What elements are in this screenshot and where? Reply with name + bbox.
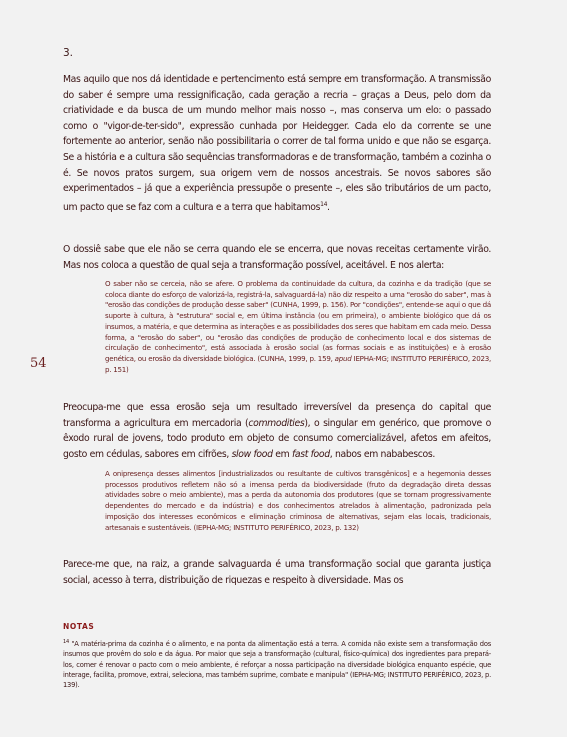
body-paragraph-2 <box>63 242 491 281</box>
paragraph-3 <box>63 400 491 462</box>
footnotes <box>63 637 491 690</box>
quote-2-text: A onipresença desses alimentos [industrializados ou resultante de cultivos transgênicos] e a hegemonia desses processos produtivos refletem não só a imensa perda da biodiversidade (fruto da degradação direta dessas atividades sobre o meio ambiente), mas a perda da autonomia dos produtores (que se tornam progressivamente dependentes do mercado e da indústria) e dos conhecimentos atrelados à alimentação, padronizada pela imposição dos interesses econômicos e eliminação criminosa de alternativas, sejam elas locais, tradicionais, artesanais e sustentáveis. (IEPHA-MG; INSTITUTO PERIFÉRICO, 2023, p. 132) <box>105 469 491 532</box>
paragraph-3-text-a: Preocupa-me que essa erosão seja um resultado irreversível da presença do capital que transforma a agricultura em mercadoria ( <box>63 402 491 429</box>
footnote-text: "A matéria-prima da cozinha é o alimento, e na ponta da alimentação está a terra. A comida não existe sem a transformação dos insumos que provêm do solo e da água. Por maior que seja a transformação (cultural, físico-química) dos ingredientes para prepará-los, comer é renovar o pacto com o meio ambiente, é reforçar a nossa participação na diversidade biológica enquanto espécie, que interage, facilita, promove, extrai, seleciona, mas também suprime, combate e manipula" (IEPHA-MG; INSTITUTO PERIFÉRICO, 2023, p. 139). <box>63 640 491 690</box>
footnote-marker[interactable]: 14 <box>320 200 328 208</box>
footnote-number: 14 <box>63 639 69 645</box>
paragraph-1-text: Mas aquilo que nos dá identidade e pertencimento está sempre em transformação. A transmissão do saber é sempre uma ressignificação, cada geração a recria – graças a Deus, pelo dom da criatividade e da busca de um mundo melhor mais nosso –, mas conserva um elo: o passado como o "vigor-de-ter-sido", expressão cunhada por Heidegger. Cada elo da corrente se une fortemente ao anterior, senão não possibilitaria o correr de tal forma unido e que não se esgarça. Se a história e a cultura são sequências transformadoras e de transformação, também a cozinha o é. Se novos pratos surgem, sua origem vem de nossos ancestrais. Se novos sabores são experimentados – já que a experiência pressupõe o presente –, eles são tributários de um pacto, um pacto que se faz com a cultura e a terra que habitamos <box>63 74 491 213</box>
section-number: 3. <box>63 47 74 59</box>
quote-1-text-a: O saber não se cerceia, não se afere. O problema da continuidade da cultura, da cozinha e da tradição (que se coloca diante do esforço de valorizá-la, registrá-la, salvaguardá-la) não diz respeito a uma "erosão do saber", mas à "erosão das condições de produção desse saber" (CUNHA, 1999, p. 156). Por "condições", entende-se aqui o que dá suporte à cultura, à "estrutura" social e, em última instância (ou em primeira), o ambiente biológico que dá os insumos, a matéria, e que determina as interações e as possibilidades dos seres que habitam em cada meio. Dessa forma, a "erosão do saber", ou "erosão das condições de produção de conhecimento local e dos sistemas de circulação de conhecimento", está associada à erosão social (as formas sociais e as instituições) e à erosão genética, ou erosão da diversidade biológica. (CUNHA, 1999, p. 159, <box>105 279 491 363</box>
body-paragraph-4 <box>63 557 491 596</box>
page-number: 54 <box>30 356 47 371</box>
paragraph-3-slow-food: slow food <box>231 448 273 460</box>
footnote-item <box>63 637 491 690</box>
body-paragraph-3 <box>63 400 491 470</box>
paragraph-3-commodities: commodities <box>248 417 305 429</box>
paragraph-3-text-b: ), o singular em genérico, que promove o êxodo rural de jovens, todo produto em objeto de consumo comercializável, afetos em afeitos, gosto em cédulas, sabores em cifrões, <box>63 417 491 460</box>
paragraph-3-text-c: em <box>272 448 292 460</box>
paragraph-4-text: Parece-me que, na raiz, a grande salvaguarda é uma transformação social que garanta justiça social, acesso à terra, distribuição de riquezas e respeito à diversidade. Mas os <box>63 559 491 586</box>
paragraph-1-end: . <box>327 201 330 213</box>
paragraph-3-fast-food: fast food <box>291 448 330 460</box>
quote-1-text-b: IEPHA-MG; INSTITUTO PERIFÉRICO, 2023, p. 151) <box>105 353 491 374</box>
notes-title: NOTAS <box>63 622 95 631</box>
paragraph-2-text: O dossiê sabe que ele não se cerra quando ele se encerra, que novas receitas certamente virão. Mas nos coloca a questão de qual seja a transformação possível, aceitável. E nos alerta: <box>63 244 491 271</box>
body-paragraph-1 <box>63 72 491 223</box>
quote-1-apud: apud <box>334 353 352 363</box>
block-quote-2 <box>105 469 491 533</box>
block-quote-1 <box>105 279 491 375</box>
paragraph-text <box>63 72 491 215</box>
paragraph-3-text-d: , nabos em nababescos. <box>329 448 435 460</box>
